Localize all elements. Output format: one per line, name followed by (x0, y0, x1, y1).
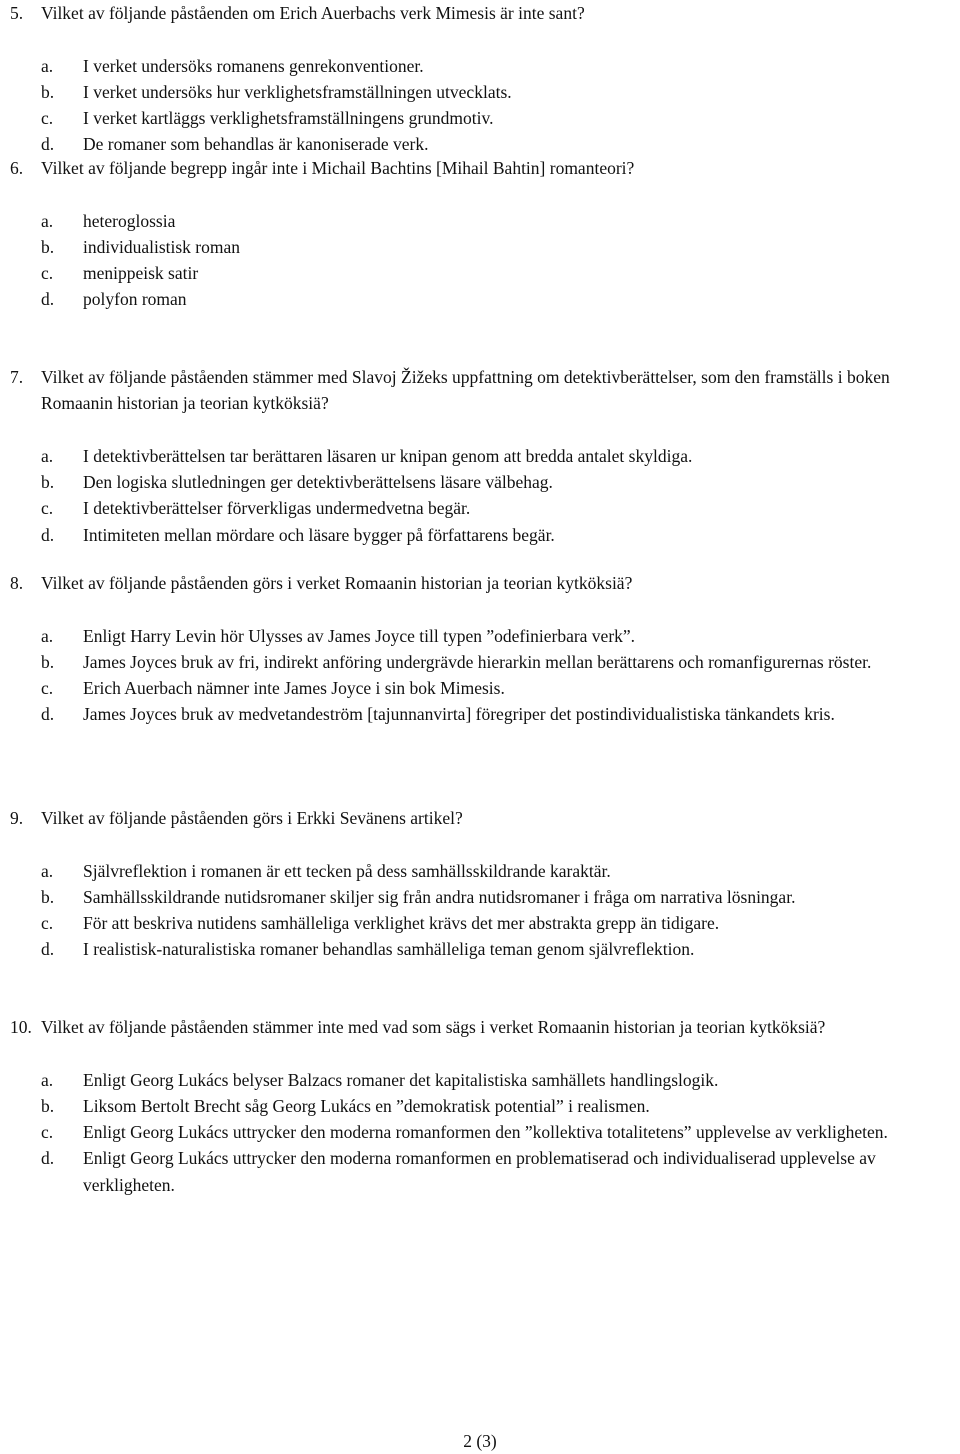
answer-option (41, 649, 960, 675)
answer-option (41, 623, 960, 649)
option-letter: c. (41, 1122, 54, 1143)
option-text: I verket undersöks romanens genrekonventioner. (83, 55, 424, 76)
question-6 (10, 155, 960, 313)
question-5 (10, 0, 960, 158)
answer-option (41, 522, 960, 548)
option-letter: a. (41, 625, 54, 646)
question-9 (10, 805, 960, 963)
answer-option (41, 858, 960, 884)
option-text: I verket kartläggs verklighetsframställningens grundmotiv. (83, 108, 494, 129)
option-text: Enligt Georg Lukács uttrycker den moderna romanformen en problematiserad och individualiserad upplevelse av verkligheten. (83, 1148, 876, 1195)
question-number: 5. (10, 3, 24, 23)
option-text: Intimiteten mellan mördare och läsare bygger på författarens begär. (83, 524, 555, 545)
question-number: 8. (10, 573, 24, 593)
answer-option (41, 469, 960, 495)
question-10 (10, 1014, 960, 1198)
option-letter: d. (41, 1148, 55, 1169)
option-text: I detektivberättelsen tar berättaren läsaren ur knipan genom att bredda antalet skyldiga. (83, 445, 693, 466)
option-letter: d. (41, 134, 55, 155)
option-text: polyfon roman (83, 289, 187, 310)
answer-option (41, 495, 960, 521)
answer-option (41, 701, 960, 727)
option-letter: b. (41, 651, 55, 672)
answer-option (41, 79, 960, 105)
option-letter: d. (41, 939, 55, 960)
option-letter: c. (41, 678, 54, 699)
answer-option (41, 936, 960, 962)
question-text: Vilket av följande påståenden görs i Erkki Sevänens artikel? (41, 808, 463, 828)
question-text: Vilket av följande påståenden stämmer inte med vad som sägs i verket Romaanin historian ja teorian kytköksiä? (41, 1017, 826, 1037)
answer-option (41, 1067, 960, 1093)
option-text: menippeisk satir (83, 263, 199, 284)
option-letter: a. (41, 210, 54, 231)
option-letter: d. (41, 524, 55, 545)
answer-option (41, 234, 960, 260)
question-text: Vilket av följande begrepp ingår inte i Michail Bachtins [Mihail Bahtin] romanteori? (41, 158, 635, 178)
option-text: Självreflektion i romanen är ett tecken på dess samhällsskildrande karaktär. (83, 860, 611, 881)
answer-option (41, 1145, 960, 1198)
option-letter: a. (41, 1069, 54, 1090)
option-letter: a. (41, 860, 54, 881)
option-text: För att beskriva nutidens samhälleliga verklighet krävs det mer abstrakta grepp än tidigare. (83, 913, 720, 934)
question-7 (10, 364, 960, 548)
option-letter: d. (41, 289, 55, 310)
answer-option (41, 884, 960, 910)
answer-option (41, 1093, 960, 1119)
option-text: Samhällsskildrande nutidsromaner skiljer sig från andra nutidsromaner i fråga om narrativa lösningar. (83, 886, 796, 907)
question-number: 7. (10, 367, 24, 387)
option-letter: b. (41, 236, 55, 257)
answer-option (41, 675, 960, 701)
option-text: heteroglossia (83, 210, 176, 231)
option-letter: a. (41, 445, 54, 466)
option-text: I detektivberättelser förverkligas undermedvetna begär. (83, 498, 471, 519)
option-letter: b. (41, 1095, 55, 1116)
option-text: Erich Auerbach nämner inte James Joyce i sin bok Mimesis. (83, 678, 505, 699)
answer-option (41, 131, 960, 157)
question-number: 9. (10, 808, 24, 828)
option-text: James Joyces bruk av fri, indirekt anföring undergrävde hierarkin mellan berättarens och romanfigurernas röster. (83, 651, 872, 672)
option-text: Enligt Georg Lukács uttrycker den moderna romanformen den ”kollektiva totalitetens” upplevelse av verkligheten. (83, 1122, 888, 1143)
option-text: I realistisk-naturalistiska romaner behandlas samhälleliga teman genom självreflektion. (83, 939, 695, 960)
option-letter: b. (41, 886, 55, 907)
option-letter: c. (41, 108, 54, 129)
option-letter: c. (41, 498, 54, 519)
answer-option (41, 910, 960, 936)
answer-option (41, 208, 960, 234)
option-text: Den logiska slutledningen ger detektivberättelsens läsare välbehag. (83, 472, 553, 493)
option-letter: a. (41, 55, 54, 76)
question-8 (10, 570, 960, 728)
option-text: Enligt Georg Lukács belyser Balzacs romaner det kapitalistiska samhällets handlingslogik. (83, 1069, 719, 1090)
page-number: 2 (3) (463, 1431, 497, 1451)
option-letter: c. (41, 913, 54, 934)
question-text: Vilket av följande påståenden om Erich Auerbachs verk Mimesis är inte sant? (41, 3, 585, 23)
answer-option (41, 1119, 960, 1145)
option-letter: b. (41, 81, 55, 102)
option-text: De romaner som behandlas är kanoniserade verk. (83, 134, 429, 155)
question-text: Vilket av följande påståenden görs i verket Romaanin historian ja teorian kytköksiä? (41, 573, 633, 593)
answer-option (41, 286, 960, 312)
question-text: Vilket av följande påståenden stämmer med Slavoj Žižeks uppfattning om detektivberättelser, som den framställs i boken Romaanin historian ja teorian kytköksiä? (41, 367, 890, 414)
option-text: Liksom Bertolt Brecht såg Georg Lukács en ”demokratisk potential” i realismen. (83, 1095, 650, 1116)
option-letter: b. (41, 472, 55, 493)
option-text: individualistisk roman (83, 236, 241, 257)
answer-option (41, 443, 960, 469)
question-number: 10. (10, 1017, 32, 1037)
answer-option (41, 105, 960, 131)
option-text: Enligt Harry Levin hör Ulysses av James Joyce till typen ”odefinierbara verk”. (83, 625, 636, 646)
option-text: James Joyces bruk av medvetandeström [tajunnanvirta] föregriper det postindividualistiska tänkandets kris. (83, 704, 835, 725)
answer-option (41, 260, 960, 286)
option-letter: d. (41, 704, 55, 725)
question-number: 6. (10, 158, 24, 178)
option-letter: c. (41, 263, 54, 284)
option-text: I verket undersöks hur verklighetsframställningen utvecklats. (83, 81, 512, 102)
answer-option (41, 53, 960, 79)
